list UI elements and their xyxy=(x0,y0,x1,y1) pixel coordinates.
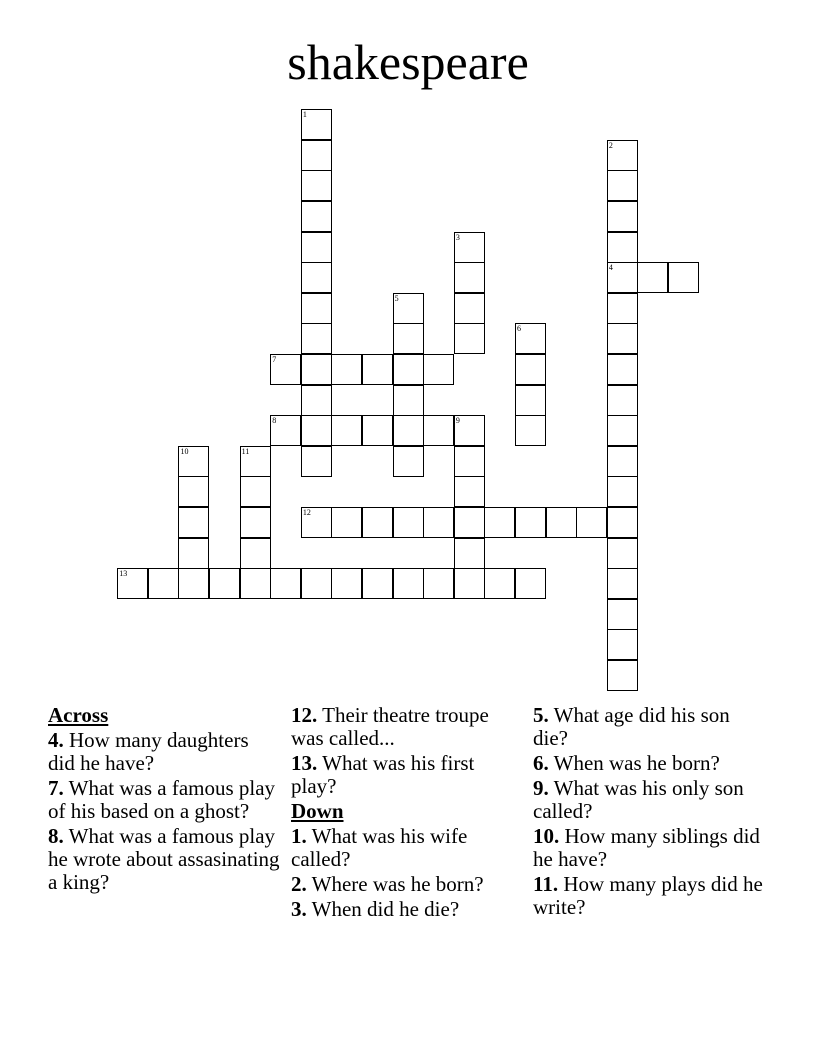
grid-cell[interactable] xyxy=(607,415,638,446)
cell-number: 1 xyxy=(302,110,307,120)
grid-cell[interactable] xyxy=(362,507,393,538)
clue-down-10: 10. How many siblings did he have? xyxy=(533,824,760,871)
clue-down-9: 9. What was his only son called? xyxy=(533,776,744,823)
grid-cell[interactable] xyxy=(393,293,424,324)
puzzle-title: shakespeare xyxy=(287,34,529,90)
grid-cell[interactable] xyxy=(270,415,301,446)
cell-number: 4 xyxy=(608,263,613,273)
grid-cell[interactable] xyxy=(240,507,271,538)
grid-cell[interactable] xyxy=(301,446,332,477)
grid-cell[interactable] xyxy=(576,507,607,538)
grid-cell[interactable] xyxy=(607,323,638,354)
grid-cell[interactable] xyxy=(607,568,638,599)
grid-cell[interactable] xyxy=(454,293,485,324)
grid-cell[interactable] xyxy=(607,201,638,232)
grid-cell[interactable] xyxy=(607,262,638,293)
grid-cell[interactable] xyxy=(393,415,424,446)
grid-cell[interactable] xyxy=(393,323,424,354)
grid-cell[interactable] xyxy=(301,232,332,263)
grid-cell[interactable] xyxy=(607,538,638,569)
grid-cell[interactable] xyxy=(454,568,485,599)
cell-number: 3 xyxy=(455,232,460,242)
grid-cell[interactable] xyxy=(362,415,393,446)
clue-down-1: 1. What was his wife called? xyxy=(291,824,468,871)
grid-cell[interactable] xyxy=(668,262,699,293)
grid-cell[interactable] xyxy=(607,599,638,630)
grid-cell[interactable] xyxy=(393,446,424,477)
grid-cell[interactable] xyxy=(607,293,638,324)
grid-cell[interactable] xyxy=(607,170,638,201)
grid-cell[interactable] xyxy=(454,476,485,507)
grid-cell[interactable] xyxy=(301,507,332,538)
grid-cell[interactable] xyxy=(301,109,332,140)
grid-cell[interactable] xyxy=(393,507,424,538)
grid-cell[interactable] xyxy=(301,568,332,599)
grid-cell[interactable] xyxy=(484,507,515,538)
grid-cell[interactable] xyxy=(546,507,577,538)
grid-cell[interactable] xyxy=(331,568,362,599)
grid-cell[interactable] xyxy=(454,446,485,477)
grid-cell[interactable] xyxy=(423,415,454,446)
clue-down-11: 11. How many plays did he write? xyxy=(533,872,763,919)
grid-cell[interactable] xyxy=(301,323,332,354)
grid-cell[interactable] xyxy=(607,660,638,691)
cell-number: 13 xyxy=(119,569,128,579)
grid-cell[interactable] xyxy=(270,354,301,385)
cell-number: 11 xyxy=(241,446,250,456)
clue-down-3: 3. When did he die? xyxy=(291,897,460,921)
grid-cell[interactable] xyxy=(240,446,271,477)
grid-cell[interactable] xyxy=(178,507,209,538)
clue-across-8: 8. What was a famous play he wrote about assasinating a king? xyxy=(48,824,280,894)
grid-cell[interactable] xyxy=(607,629,638,660)
grid-cell[interactable] xyxy=(331,354,362,385)
grid-cell[interactable] xyxy=(607,354,638,385)
grid-cell[interactable] xyxy=(607,140,638,171)
grid-cell[interactable] xyxy=(515,385,546,416)
grid-cell[interactable] xyxy=(178,476,209,507)
grid-cell[interactable] xyxy=(240,568,271,599)
clue-down-2: 2. Where was he born? xyxy=(291,872,484,896)
grid-cell[interactable] xyxy=(393,568,424,599)
grid-cell[interactable] xyxy=(301,262,332,293)
grid-cell[interactable] xyxy=(484,568,515,599)
clue-across-12: 12. Their theatre troupe was called... xyxy=(291,703,489,750)
cell-number: 7 xyxy=(272,355,277,365)
grid-cell[interactable] xyxy=(362,354,393,385)
grid-cell[interactable] xyxy=(178,446,209,477)
cell-number: 6 xyxy=(517,324,522,334)
grid-cell[interactable] xyxy=(423,354,454,385)
grid-cell[interactable] xyxy=(454,232,485,263)
clues-column-1 xyxy=(48,704,280,896)
grid-cell[interactable] xyxy=(301,201,332,232)
grid-cell[interactable] xyxy=(301,415,332,446)
cell-number: 10 xyxy=(180,446,189,456)
across-heading: Across xyxy=(48,703,109,727)
grid-cell[interactable] xyxy=(148,568,179,599)
grid-cell[interactable] xyxy=(454,323,485,354)
grid-cell[interactable] xyxy=(607,385,638,416)
grid-cell[interactable] xyxy=(454,538,485,569)
clue-across-7: 7. What was a famous play of his based on a ghost? xyxy=(48,776,276,823)
grid-cell[interactable] xyxy=(454,262,485,293)
cell-number: 12 xyxy=(302,508,311,518)
grid-cell[interactable] xyxy=(515,354,546,385)
grid-cell[interactable] xyxy=(117,568,148,599)
grid-cell[interactable] xyxy=(393,385,424,416)
cell-number: 5 xyxy=(394,293,399,303)
grid-cell[interactable] xyxy=(607,476,638,507)
grid-cell[interactable] xyxy=(301,354,332,385)
clue-across-13: 13. What was his first play? xyxy=(291,751,475,798)
grid-cell[interactable] xyxy=(270,568,301,599)
grid-cell[interactable] xyxy=(178,568,209,599)
grid-cell[interactable] xyxy=(637,262,668,293)
grid-cell[interactable] xyxy=(515,323,546,354)
clue-down-6: 6. When was he born? xyxy=(533,751,720,775)
grid-cell[interactable] xyxy=(515,568,546,599)
grid-cell[interactable] xyxy=(301,385,332,416)
cell-number: 2 xyxy=(608,140,613,150)
cell-number: 8 xyxy=(272,416,277,426)
cell-number: 9 xyxy=(455,416,460,426)
grid-cell[interactable] xyxy=(607,232,638,263)
clues-column-2 xyxy=(291,704,523,923)
grid-cell[interactable] xyxy=(240,538,271,569)
grid-cell[interactable] xyxy=(209,568,240,599)
clue-down-5: 5. What age did his son die? xyxy=(533,703,730,750)
grid-cell[interactable] xyxy=(607,507,638,538)
clues-column-3 xyxy=(533,704,765,921)
down-heading: Down xyxy=(291,799,344,823)
grid-cell[interactable] xyxy=(423,568,454,599)
clue-across-4: 4. How many daughters did he have? xyxy=(48,728,249,775)
grid-cell[interactable] xyxy=(393,354,424,385)
grid-cell[interactable] xyxy=(301,293,332,324)
grid-cell[interactable] xyxy=(301,170,332,201)
grid-cell[interactable] xyxy=(454,415,485,446)
grid-cell[interactable] xyxy=(362,568,393,599)
grid-cell[interactable] xyxy=(423,507,454,538)
grid-cell[interactable] xyxy=(515,415,546,446)
grid-cell[interactable] xyxy=(331,507,362,538)
grid-cell[interactable] xyxy=(331,415,362,446)
grid-cell[interactable] xyxy=(607,446,638,477)
grid-cell[interactable] xyxy=(240,476,271,507)
grid-cell[interactable] xyxy=(454,507,485,538)
grid-cell[interactable] xyxy=(515,507,546,538)
grid-cell[interactable] xyxy=(178,538,209,569)
grid-cell[interactable] xyxy=(301,140,332,171)
